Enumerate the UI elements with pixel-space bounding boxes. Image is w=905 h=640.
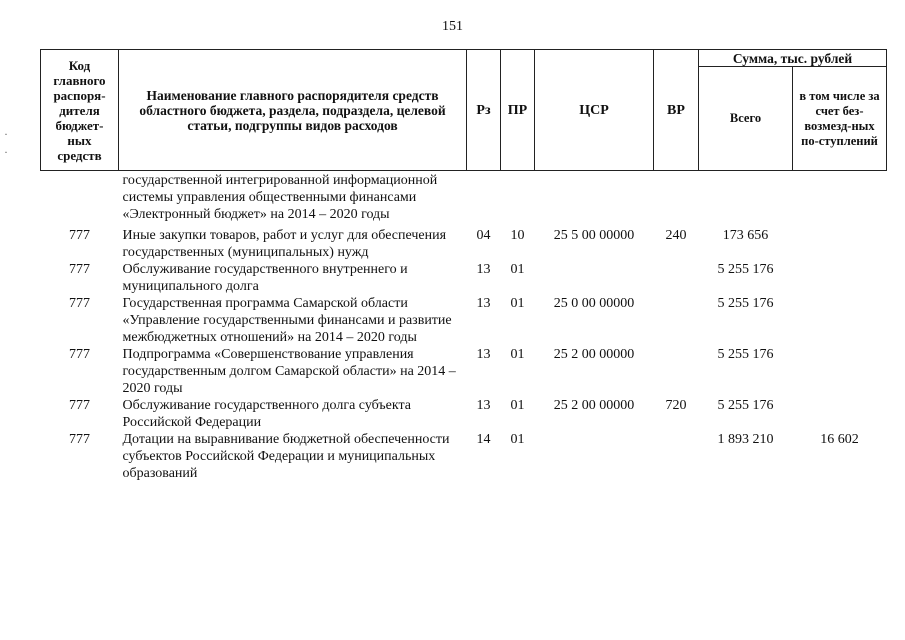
cell-total (699, 171, 793, 228)
cell-csr (535, 171, 654, 228)
cell-code: 777 (69, 347, 90, 362)
cell-code: 777 (69, 228, 90, 243)
cell-csr: 25 5 00 00000 (553, 228, 635, 243)
cell-total: 173 656 (722, 228, 769, 243)
cell-rz: 13 (476, 347, 491, 362)
cell-name: Дотации на выравнивание бюджетной обеспеченности субъектов Российской Федерации и муниципальных образований (122, 432, 450, 481)
cell-pr: 01 (510, 296, 525, 311)
page-number: 151 (442, 19, 463, 34)
cell-pr (501, 171, 535, 228)
table-row (41, 227, 887, 261)
table-row (41, 431, 887, 482)
header-sum: Сумма, тыс. рублей (699, 50, 887, 67)
scan-mark-dot: · (4, 145, 8, 159)
header-code: Код главного распоря-дителя бюджет-ных средств (41, 50, 119, 171)
cell-total: 5 255 176 (717, 347, 774, 362)
cell-csr: 25 2 00 00000 (553, 347, 635, 362)
cell-grant (793, 261, 887, 295)
cell-csr: 25 2 00 00000 (553, 398, 635, 413)
cell-name: Иные закупки товаров, работ и услуг для обеспечения государственных (муниципальных) нужд (122, 228, 447, 260)
cell-name: Обслуживание государственного долга субъекта Российской Федерации (122, 398, 412, 430)
cell-grant (793, 171, 887, 228)
cell-code: 777 (69, 398, 90, 413)
table-body (41, 171, 887, 483)
table-row-continued (41, 171, 887, 228)
cell-vr: 720 (665, 398, 687, 413)
cell-csr: 25 0 00 00000 (553, 296, 635, 311)
cell-grant (793, 346, 887, 397)
cell-grant (793, 397, 887, 431)
scan-mark-dot: · (4, 127, 8, 141)
cell-vr (654, 171, 699, 228)
cell-vr (654, 431, 699, 482)
table-row (41, 397, 887, 431)
cell-name: Государственная программа Самарской области «Управление государственными финансами и развитие межбюджетных отношений» на 2014 – 2020 годы (122, 296, 452, 345)
cell-vr: 240 (665, 228, 687, 243)
header-csr: ЦСР (535, 50, 654, 171)
header-grant: в том числе за счет без-возмезд-ных по-ступлений (793, 67, 887, 171)
cell-pr: 01 (510, 432, 525, 447)
cell-csr (535, 431, 654, 482)
cell-rz: 13 (476, 398, 491, 413)
cell-code: 777 (69, 432, 90, 447)
cell-name: Обслуживание государственного внутреннего и муниципального долга (122, 262, 408, 294)
cell-code: 777 (69, 262, 90, 277)
cell-total: 5 255 176 (717, 296, 774, 311)
cell-name: государственной интегрированной информационной системы управления общественными финансами «Электронный бюджет» на 2014 – 2020 годы (122, 173, 438, 222)
cell-rz: 13 (476, 296, 491, 311)
cell-grant (793, 227, 887, 261)
table-header (41, 50, 887, 171)
cell-grant: 16 602 (820, 432, 859, 447)
cell-total: 5 255 176 (717, 262, 774, 277)
header-vr: ВР (654, 50, 699, 171)
cell-total: 1 893 210 (717, 432, 774, 447)
cell-name: Подпрограмма «Совершенствование управления государственным долгом Самарской области» на 2014 – 2020 годы (122, 347, 456, 396)
table-row (41, 346, 887, 397)
cell-total: 5 255 176 (717, 398, 774, 413)
header-pr: ПР (501, 50, 535, 171)
table-row (41, 295, 887, 346)
cell-rz: 13 (476, 262, 491, 277)
cell-rz: 14 (476, 432, 491, 447)
budget-table (40, 49, 887, 482)
header-name: Наименование главного распорядителя средств областного бюджета, раздела, подраздела, целевой статьи, подгруппы видов расходов (119, 50, 467, 171)
cell-pr: 01 (510, 347, 525, 362)
cell-pr: 01 (510, 398, 525, 413)
cell-vr (654, 346, 699, 397)
cell-vr (654, 295, 699, 346)
cell-csr (535, 261, 654, 295)
cell-pr: 10 (510, 228, 525, 243)
header-rz: Рз (467, 50, 501, 171)
table-row (41, 261, 887, 295)
cell-rz: 04 (476, 228, 491, 243)
header-total: Всего (699, 67, 793, 171)
cell-vr (654, 261, 699, 295)
cell-code: 777 (69, 296, 90, 311)
cell-rz (467, 171, 501, 228)
cell-grant (793, 295, 887, 346)
cell-pr: 01 (510, 262, 525, 277)
cell-code (41, 171, 119, 228)
